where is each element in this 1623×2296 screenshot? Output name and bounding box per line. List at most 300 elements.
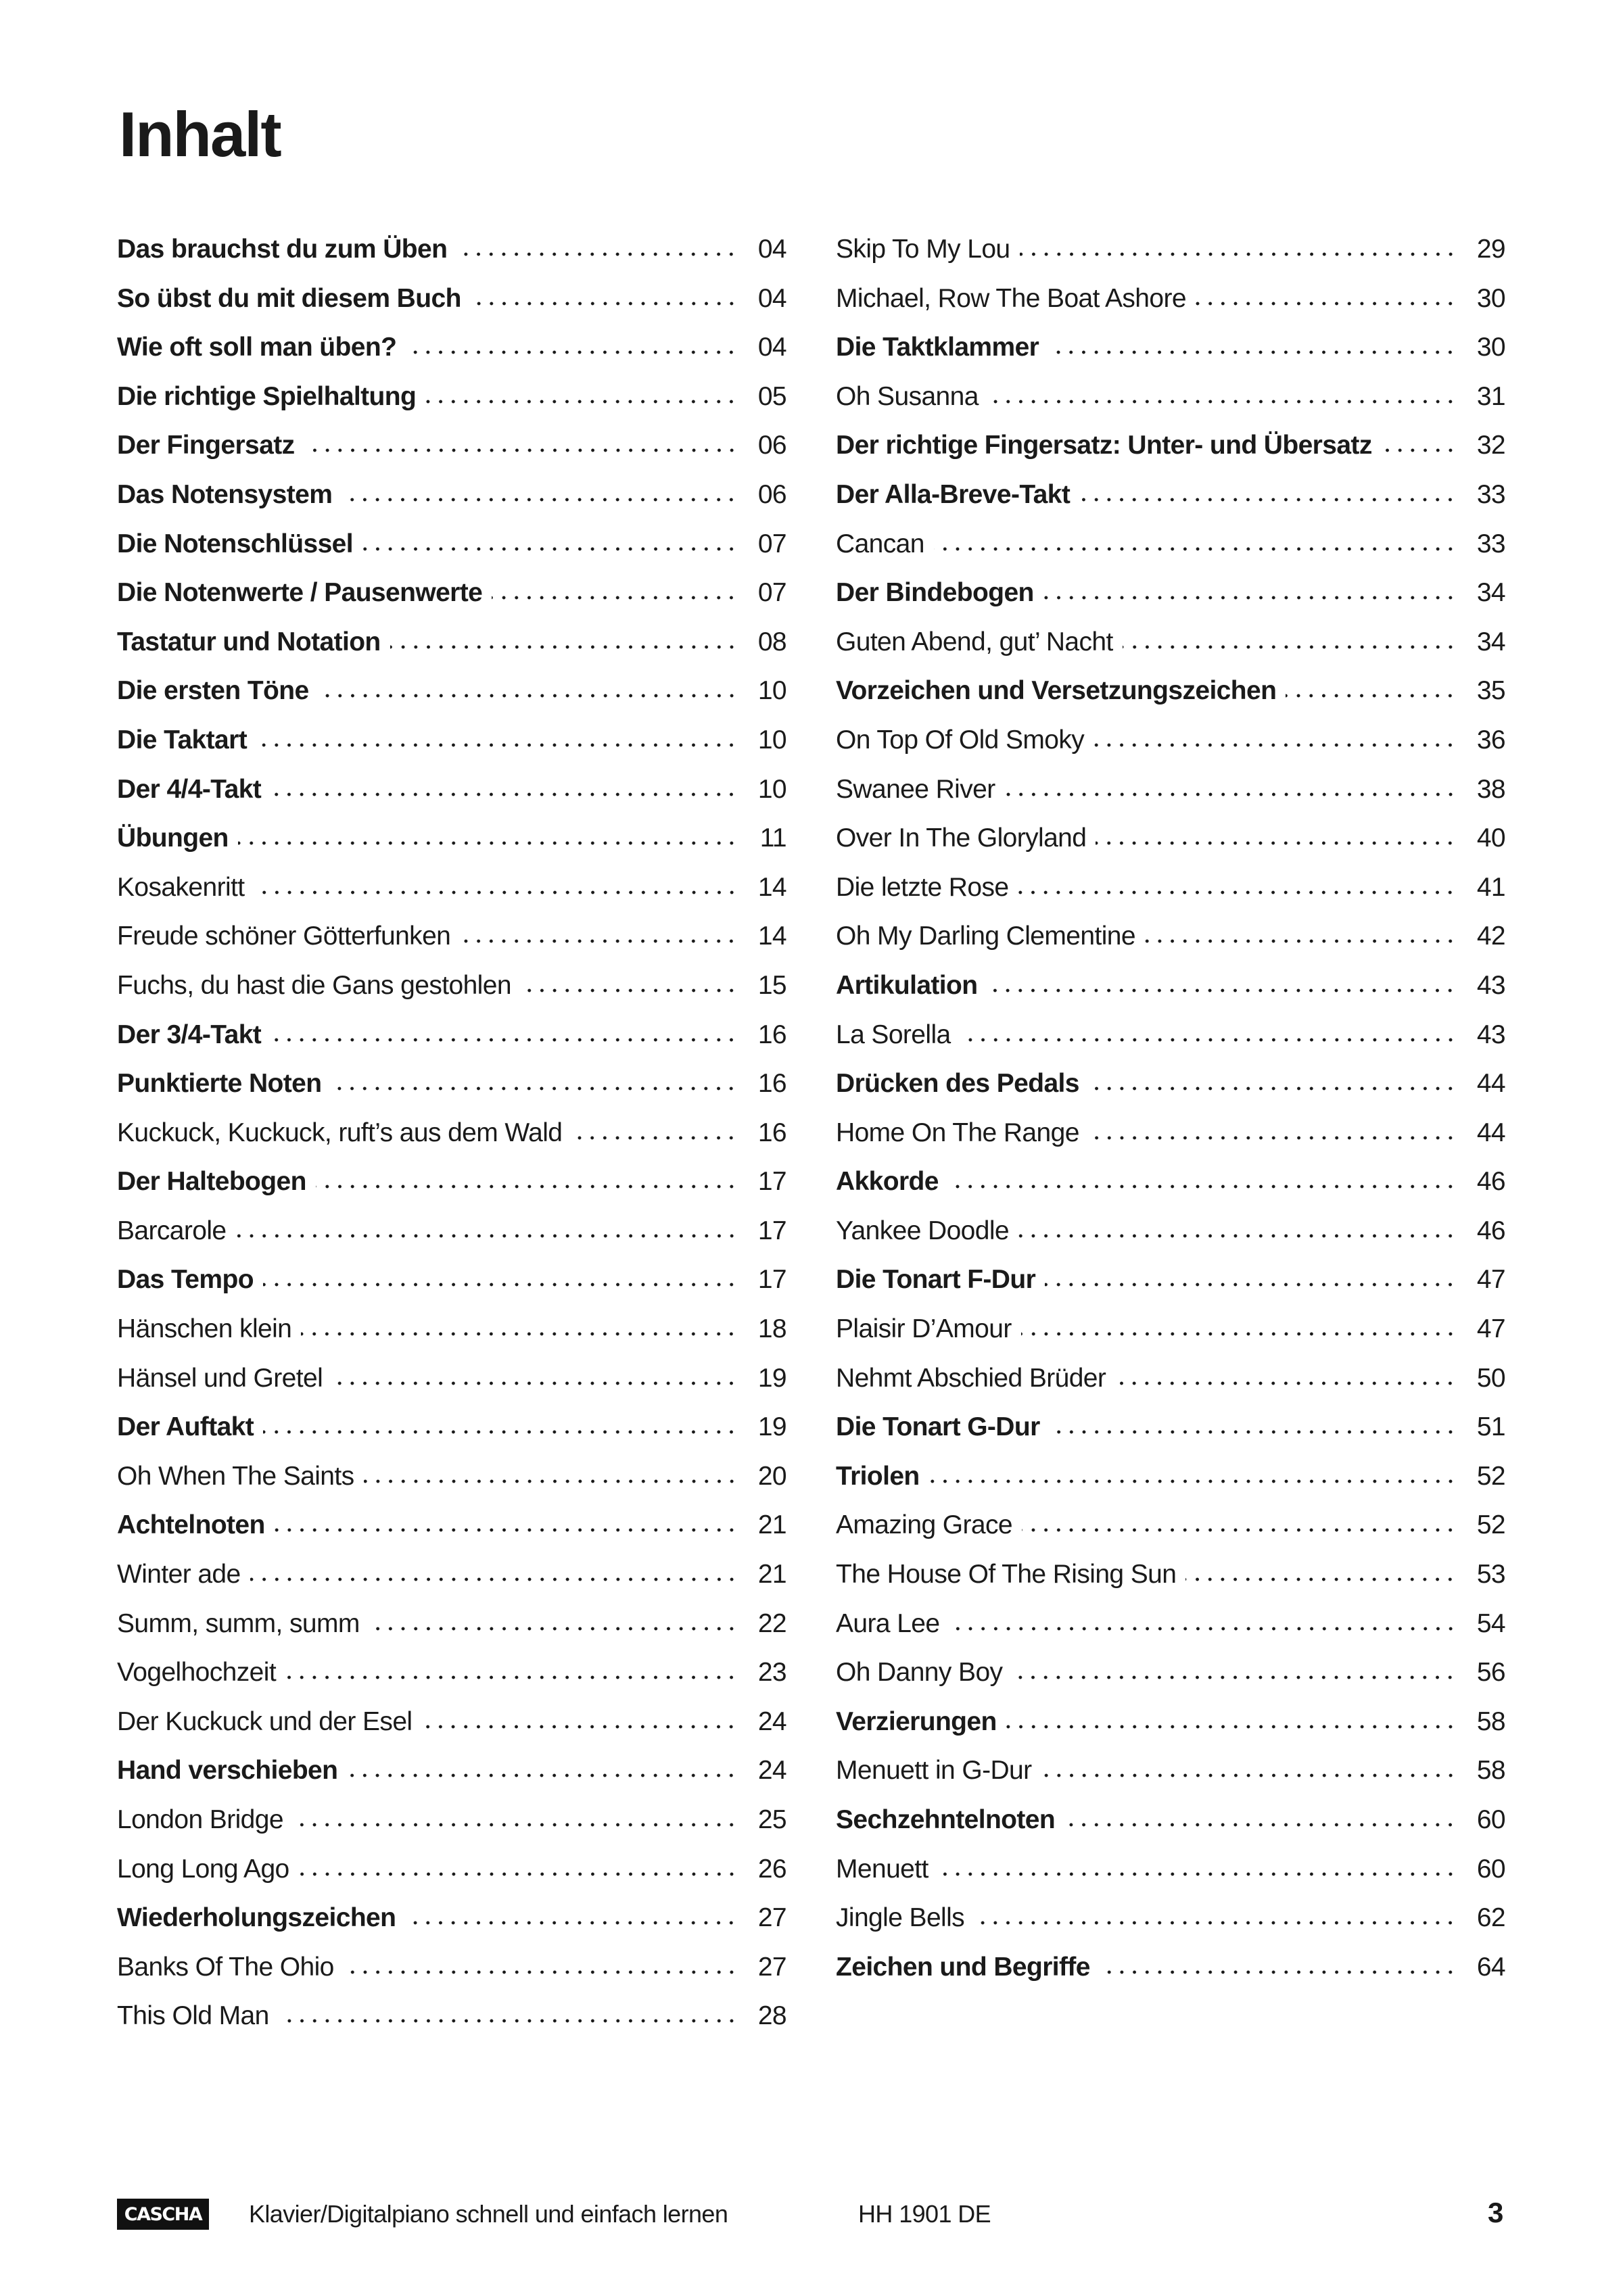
- toc-entry[interactable]: [117, 527, 786, 576]
- toc-entry[interactable]: [836, 968, 1505, 1018]
- dot-leader: [301, 1331, 738, 1337]
- toc-entry-page: 34: [1476, 578, 1505, 608]
- dot-leader: [471, 300, 738, 307]
- toc-entry[interactable]: [836, 1753, 1505, 1802]
- toc-entry[interactable]: [117, 1704, 786, 1754]
- dot-leader: [1382, 447, 1457, 454]
- dot-leader: [948, 1183, 1457, 1190]
- toc-entry-title: Hand verschieben: [117, 1756, 338, 1786]
- dot-leader: [256, 742, 738, 748]
- toc-entry-page: 32: [1476, 431, 1505, 460]
- dot-leader: [304, 447, 738, 454]
- toc-entry-page: 22: [757, 1608, 786, 1638]
- toc-entry-page: 06: [757, 479, 786, 509]
- toc-entry-page: 43: [1476, 970, 1505, 1000]
- toc-left-column: [117, 232, 786, 2048]
- toc-entry[interactable]: [117, 1802, 786, 1852]
- toc-entry-page: 06: [757, 431, 786, 460]
- toc-entry-page: 24: [757, 1706, 786, 1736]
- toc-entry[interactable]: [117, 1606, 786, 1656]
- toc-entry-page: 46: [1476, 1216, 1505, 1245]
- toc-entry-title: Das Tempo: [117, 1265, 254, 1295]
- toc-entry-title: Die Notenschlüssel: [117, 529, 353, 558]
- dot-leader: [390, 644, 738, 650]
- toc-entry-page: 16: [757, 1020, 786, 1049]
- dot-leader: [987, 987, 1457, 994]
- dot-leader: [425, 398, 738, 405]
- dot-leader: [275, 1527, 738, 1533]
- dot-leader: [938, 1871, 1457, 1878]
- toc-entry-title: Vorzeichen und Versetzungszeichen: [836, 676, 1277, 706]
- toc-entry-page: 05: [757, 381, 786, 411]
- toc-entry-title: Triolen: [836, 1461, 920, 1491]
- dot-leader: [369, 1625, 738, 1632]
- toc-entry-title: Menuett in G-Dur: [836, 1756, 1032, 1786]
- dot-leader: [1048, 349, 1457, 356]
- toc-entry[interactable]: [836, 477, 1505, 527]
- toc-entry[interactable]: [117, 428, 786, 477]
- toc-entry-page: 07: [757, 578, 786, 608]
- toc-entry-page: 24: [757, 1756, 786, 1786]
- toc-entry-title: Banks Of The Ohio: [117, 1952, 334, 1982]
- dot-leader: [332, 1380, 738, 1387]
- toc-entry-page: 33: [1476, 479, 1505, 509]
- toc-entry[interactable]: [836, 625, 1505, 674]
- toc-entry-title: Over In The Gloryland: [836, 823, 1087, 853]
- toc-entry-title: Das Notensystem: [117, 479, 333, 509]
- toc-entry-page: 25: [757, 1805, 786, 1834]
- toc-entry[interactable]: [117, 1999, 786, 2048]
- toc-entry-page: 52: [1476, 1461, 1505, 1491]
- toc-entry-page: 29: [1476, 235, 1505, 264]
- toc-entry-page: 18: [757, 1314, 786, 1344]
- toc-entry-title: Der Bindebogen: [836, 578, 1034, 608]
- toc-entry[interactable]: [836, 1361, 1505, 1410]
- dot-leader: [406, 349, 738, 356]
- cascha-logo: [117, 2199, 209, 2230]
- toc-entry-title: Der Haltebogen: [117, 1167, 306, 1197]
- toc-entry-page: 21: [757, 1560, 786, 1589]
- dot-leader: [1089, 1085, 1457, 1092]
- toc-entry[interactable]: [836, 1852, 1505, 1901]
- toc-entry[interactable]: [117, 1066, 786, 1116]
- toc-entry-title: Punktierte Noten: [117, 1069, 322, 1099]
- toc-entry[interactable]: [836, 281, 1505, 331]
- dot-leader: [263, 1429, 738, 1435]
- footer-book-title: Klavier/Digitalpiano schnell und einfach lernen: [249, 2200, 728, 2228]
- toc-entry[interactable]: [117, 673, 786, 723]
- dot-leader: [1045, 1281, 1457, 1288]
- dot-leader: [347, 1772, 738, 1779]
- toc-entry-title: So übst du mit diesem Buch: [117, 283, 461, 313]
- toc-entry[interactable]: [836, 919, 1505, 968]
- toc-entry-page: 62: [1476, 1903, 1505, 1933]
- dot-leader: [460, 938, 738, 944]
- dot-leader: [254, 889, 738, 896]
- toc-entry[interactable]: [117, 1116, 786, 1165]
- toc-entry-title: La Sorella: [836, 1020, 951, 1049]
- toc-entry-title: Barcarole: [117, 1216, 227, 1245]
- dot-leader: [960, 1036, 1457, 1043]
- dot-leader: [1185, 1576, 1457, 1583]
- toc-entry-page: 04: [757, 333, 786, 362]
- toc-entry[interactable]: [836, 723, 1505, 772]
- page-footer: [0, 2197, 1623, 2231]
- toc-entry-page: 34: [1476, 627, 1505, 656]
- toc-entry[interactable]: [117, 1410, 786, 1459]
- toc-entry-title: Zeichen und Begriffe: [836, 1952, 1090, 1982]
- toc-entry[interactable]: [836, 1018, 1505, 1067]
- dot-leader: [279, 2017, 738, 2024]
- toc-entry[interactable]: [117, 1214, 786, 1263]
- toc-entry-page: 04: [757, 283, 786, 313]
- toc-right-column: [836, 232, 1505, 1999]
- dot-leader: [331, 1085, 738, 1092]
- toc-entry-page: 30: [1476, 333, 1505, 362]
- dot-leader: [1196, 300, 1457, 307]
- toc-entry[interactable]: [836, 1410, 1505, 1459]
- toc-entry-title: Übungen: [117, 823, 229, 853]
- toc-entry-title: Der Auftakt: [117, 1412, 254, 1442]
- toc-entry[interactable]: [117, 379, 786, 429]
- toc-entry-page: 51: [1476, 1412, 1505, 1442]
- toc-entry-title: Die Tonart F-Dur: [836, 1265, 1036, 1295]
- dot-leader: [1020, 251, 1457, 258]
- toc-entry-title: Die Notenwerte / Pausenwerte: [117, 578, 483, 608]
- toc-entry-page: 60: [1476, 1805, 1505, 1834]
- toc-entry-title: Home On The Range: [836, 1118, 1079, 1147]
- toc-entry-title: Menuett: [836, 1854, 928, 1884]
- toc-entry-title: Fuchs, du hast die Gans gestohlen: [117, 970, 511, 1000]
- dot-leader: [492, 594, 738, 601]
- toc-entry-page: 27: [757, 1903, 786, 1933]
- toc-entry-page: 11: [759, 823, 786, 853]
- toc-entry-title: Winter ade: [117, 1560, 241, 1589]
- toc-entry[interactable]: [836, 1164, 1505, 1214]
- toc-entry[interactable]: [117, 1655, 786, 1704]
- dot-leader: [236, 1233, 738, 1239]
- toc-entry-title: Amazing Grace: [836, 1510, 1012, 1540]
- toc-entry-page: 10: [757, 676, 786, 706]
- toc-entry-page: 54: [1476, 1608, 1505, 1638]
- toc-entry[interactable]: [836, 1950, 1505, 1999]
- dot-leader: [1018, 889, 1457, 896]
- dot-leader: [934, 546, 1457, 552]
- dot-leader: [1043, 594, 1457, 601]
- page-number: 3: [1488, 2197, 1504, 2228]
- toc-entry[interactable]: [117, 1900, 786, 1950]
- dot-leader: [238, 840, 738, 846]
- toc-entry-title: Sechzehntelnoten: [836, 1805, 1056, 1834]
- toc-entry[interactable]: [836, 772, 1505, 821]
- toc-entry-page: 64: [1476, 1952, 1505, 1982]
- dot-leader: [1079, 496, 1457, 503]
- dot-leader: [1006, 1723, 1457, 1730]
- toc-entry-title: Guten Abend, gut’ Nacht: [836, 627, 1113, 656]
- toc-entry[interactable]: [117, 1557, 786, 1606]
- toc-entry-title: Das brauchst du zum Üben: [117, 235, 448, 264]
- toc-entry[interactable]: [836, 673, 1505, 723]
- toc-entry[interactable]: [836, 1557, 1505, 1606]
- toc-entry[interactable]: [836, 527, 1505, 576]
- toc-entry-title: Tastatur und Notation: [117, 627, 381, 656]
- toc-entry[interactable]: [117, 723, 786, 772]
- dot-leader: [974, 1919, 1457, 1926]
- toc-entry-title: Long Long Ago: [117, 1854, 289, 1884]
- toc-entry-page: 20: [757, 1461, 786, 1491]
- dot-leader: [988, 398, 1457, 405]
- toc-entry[interactable]: [836, 821, 1505, 870]
- toc-entry[interactable]: [117, 1852, 786, 1901]
- toc-entry-title: Plaisir D’Amour: [836, 1314, 1012, 1344]
- dot-leader: [1050, 1429, 1457, 1435]
- dot-leader: [362, 546, 738, 552]
- toc-entry[interactable]: [836, 379, 1505, 429]
- toc-entry-page: 30: [1476, 283, 1505, 313]
- dot-leader: [456, 251, 738, 258]
- toc-entry-page: 47: [1476, 1265, 1505, 1295]
- toc-entry-title: Oh When The Saints: [117, 1461, 354, 1491]
- dot-leader: [1022, 1527, 1457, 1533]
- toc-entry-title: London Bridge: [117, 1805, 283, 1834]
- toc-entry-title: Der Fingersatz: [117, 431, 295, 460]
- toc-entry-page: 47: [1476, 1314, 1505, 1344]
- toc-entry-title: Freude schöner Götterfunken: [117, 922, 451, 951]
- dot-leader: [1021, 1331, 1457, 1337]
- dot-leader: [285, 1674, 738, 1681]
- toc-entry-page: 53: [1476, 1560, 1505, 1589]
- toc-entry[interactable]: [117, 968, 786, 1018]
- toc-entry[interactable]: [117, 1312, 786, 1361]
- dot-leader: [405, 1919, 738, 1926]
- toc-entry-page: 19: [757, 1363, 786, 1393]
- toc-entry[interactable]: [117, 821, 786, 870]
- toc-entry-title: Cancan: [836, 529, 924, 558]
- toc-entry[interactable]: [117, 575, 786, 625]
- toc-entry-title: Verzierungen: [836, 1706, 997, 1736]
- toc-entry[interactable]: [836, 1116, 1505, 1165]
- toc-entry[interactable]: [836, 1704, 1505, 1754]
- toc-entry-page: 33: [1476, 529, 1505, 558]
- toc-entry[interactable]: [117, 1753, 786, 1802]
- toc-entry-page: 21: [757, 1510, 786, 1540]
- dot-leader: [1123, 644, 1457, 650]
- toc-entry-title: Hänsel und Gretel: [117, 1363, 323, 1393]
- toc-entry[interactable]: [836, 330, 1505, 379]
- toc-entry-page: 17: [757, 1265, 786, 1295]
- toc-entry-title: Aura Lee: [836, 1608, 940, 1638]
- toc-entry[interactable]: [117, 281, 786, 331]
- toc-entry-title: Yankee Doodle: [836, 1216, 1010, 1245]
- toc-entry[interactable]: [836, 1655, 1505, 1704]
- toc-entry-page: 28: [757, 2001, 786, 2031]
- toc-entry-title: Kuckuck, Kuckuck, ruft’s aus dem Wald: [117, 1118, 563, 1147]
- toc-entry[interactable]: [836, 1312, 1505, 1361]
- toc-entry-title: Die Taktart: [117, 725, 248, 755]
- toc-entry[interactable]: [117, 1262, 786, 1312]
- dot-leader: [1286, 692, 1457, 699]
- toc-entry-page: 58: [1476, 1706, 1505, 1736]
- toc-entry[interactable]: [117, 330, 786, 379]
- logo-text: CASCHA: [124, 2203, 202, 2225]
- toc-entry[interactable]: [836, 1262, 1505, 1312]
- toc-entry-page: 27: [757, 1952, 786, 1982]
- toc-entry-title: Der Alla-Breve-Takt: [836, 479, 1071, 509]
- dot-leader: [571, 1134, 738, 1141]
- toc-entry-page: 35: [1476, 676, 1505, 706]
- toc-entry-title: Akkorde: [836, 1167, 939, 1197]
- toc-entry-page: 10: [757, 725, 786, 755]
- dot-leader: [1089, 1134, 1457, 1141]
- toc-entry[interactable]: [117, 1164, 786, 1214]
- dot-leader: [1064, 1821, 1457, 1828]
- toc-entry-page: 16: [757, 1069, 786, 1099]
- toc-entry[interactable]: [836, 1802, 1505, 1852]
- toc-entry[interactable]: [117, 919, 786, 968]
- toc-entry-title: Die Tonart G-Dur: [836, 1412, 1040, 1442]
- toc-entry[interactable]: [117, 772, 786, 821]
- toc-entry[interactable]: [117, 1459, 786, 1508]
- dot-leader: [1093, 742, 1457, 748]
- dot-leader: [521, 987, 738, 994]
- dot-leader: [342, 496, 738, 503]
- toc-entry[interactable]: [836, 1606, 1505, 1656]
- toc-entry-title: The House Of The Rising Sun: [836, 1560, 1177, 1589]
- toc-entry-title: Oh My Darling Clementine: [836, 922, 1135, 951]
- toc-entry-title: Wie oft soll man üben?: [117, 333, 397, 362]
- dot-leader: [263, 1281, 738, 1288]
- toc-entry[interactable]: [836, 870, 1505, 919]
- toc-entry[interactable]: [836, 232, 1505, 281]
- dot-leader: [1100, 1969, 1457, 1976]
- toc-entry-page: 38: [1476, 774, 1505, 804]
- toc-entry[interactable]: [836, 1214, 1505, 1263]
- toc-entry-title: Artikulation: [836, 970, 978, 1000]
- toc-entry-title: Hänschen klein: [117, 1314, 292, 1344]
- toc-entry-title: Jingle Bells: [836, 1903, 965, 1933]
- dot-leader: [1096, 840, 1457, 846]
- toc-entry[interactable]: [117, 1018, 786, 1067]
- toc-entry-title: Der 4/4-Takt: [117, 774, 262, 804]
- toc-entry[interactable]: [117, 870, 786, 919]
- toc-entry-title: Nehmt Abschied Brüder: [836, 1363, 1106, 1393]
- toc-entry-page: 50: [1476, 1363, 1505, 1393]
- toc-entry-page: 07: [757, 529, 786, 558]
- toc-entry-page: 56: [1476, 1658, 1505, 1688]
- toc-entry-page: 42: [1476, 922, 1505, 951]
- dot-leader: [270, 1036, 738, 1043]
- dot-leader: [319, 692, 738, 699]
- toc-entry-page: 19: [757, 1412, 786, 1442]
- toc-entry-page: 41: [1476, 872, 1505, 902]
- toc-entry-title: Die letzte Rose: [836, 872, 1009, 902]
- toc-entry-page: 14: [757, 922, 786, 951]
- toc-entry-page: 60: [1476, 1854, 1505, 1884]
- toc-entry-page: 46: [1476, 1167, 1505, 1197]
- toc-entry-title: Drücken des Pedals: [836, 1069, 1079, 1099]
- toc-entry-title: Die ersten Töne: [117, 676, 309, 706]
- footer-product-code: HH 1901 DE: [858, 2200, 991, 2228]
- dot-leader: [316, 1183, 738, 1190]
- dot-leader: [364, 1478, 738, 1485]
- toc-entry[interactable]: [836, 1900, 1505, 1950]
- toc-entry-title: Wiederholungszeichen: [117, 1903, 396, 1933]
- toc-entry-page: 16: [757, 1118, 786, 1147]
- toc-entry-title: Kosakenritt: [117, 872, 245, 902]
- toc-entry-title: Swanee River: [836, 774, 995, 804]
- toc-entry-page: 44: [1476, 1118, 1505, 1147]
- dot-leader: [1005, 791, 1457, 798]
- toc-entry-page: 40: [1476, 823, 1505, 853]
- toc-entry-title: Der 3/4-Takt: [117, 1020, 262, 1049]
- dot-leader: [250, 1576, 738, 1583]
- toc-entry[interactable]: [836, 1508, 1505, 1557]
- toc-entry-title: Vogelhochzeit: [117, 1658, 277, 1688]
- dot-leader: [1115, 1380, 1457, 1387]
- dot-leader: [929, 1478, 1457, 1485]
- toc-entry-title: Oh Danny Boy: [836, 1658, 1003, 1688]
- toc-entry-page: 52: [1476, 1510, 1505, 1540]
- toc-entry-title: Summ, summ, summ: [117, 1608, 360, 1638]
- toc-entry-page: 58: [1476, 1756, 1505, 1786]
- toc-entry-page: 44: [1476, 1069, 1505, 1099]
- toc-entry[interactable]: [117, 1950, 786, 1999]
- toc-entry[interactable]: [836, 575, 1505, 625]
- dot-leader: [1018, 1233, 1457, 1239]
- toc-entry-page: 31: [1476, 381, 1505, 411]
- toc-entry[interactable]: [117, 477, 786, 527]
- toc-entry-title: Achtelnoten: [117, 1510, 265, 1540]
- toc-entry-page: 17: [757, 1216, 786, 1245]
- toc-entry-page: 14: [757, 872, 786, 902]
- toc-entry-title: Die Taktklammer: [836, 333, 1039, 362]
- toc-entry-page: 26: [757, 1854, 786, 1884]
- dot-leader: [344, 1969, 738, 1976]
- page-title: Inhalt: [119, 99, 281, 170]
- toc-entry-title: Die richtige Spielhaltung: [117, 381, 417, 411]
- toc-entry-title: On Top Of Old Smoky: [836, 725, 1085, 755]
- dot-leader: [1012, 1674, 1457, 1681]
- toc-entry-title: This Old Man: [117, 2001, 269, 2031]
- dot-leader: [421, 1723, 738, 1730]
- toc-entry-title: Oh Susanna: [836, 381, 979, 411]
- dot-leader: [949, 1625, 1457, 1632]
- toc-entry[interactable]: [836, 1459, 1505, 1508]
- dot-leader: [1041, 1772, 1457, 1779]
- toc-entry[interactable]: [836, 1066, 1505, 1116]
- toc-entry[interactable]: [117, 1361, 786, 1410]
- toc-entry[interactable]: [117, 1508, 786, 1557]
- toc-entry-page: 08: [757, 627, 786, 656]
- toc-entry-page: 04: [757, 235, 786, 264]
- toc-entry-title: Skip To My Lou: [836, 235, 1010, 264]
- toc-entry[interactable]: [117, 625, 786, 674]
- toc-entry[interactable]: [836, 428, 1505, 477]
- toc-entry-page: 43: [1476, 1020, 1505, 1049]
- toc-entry-page: 36: [1476, 725, 1505, 755]
- toc-entry-page: 15: [757, 970, 786, 1000]
- toc-entry-page: 23: [757, 1658, 786, 1688]
- dot-leader: [299, 1871, 738, 1878]
- toc-entry-title: Der richtige Fingersatz: Unter- und Übersatz: [836, 431, 1372, 460]
- toc-entry-page: 17: [757, 1167, 786, 1197]
- toc-entry-title: Der Kuckuck und der Esel: [117, 1706, 413, 1736]
- toc-entry[interactable]: [117, 232, 786, 281]
- dot-leader: [293, 1821, 738, 1828]
- dot-leader: [1145, 938, 1457, 944]
- dot-leader: [270, 791, 738, 798]
- toc-entry-page: 10: [757, 774, 786, 804]
